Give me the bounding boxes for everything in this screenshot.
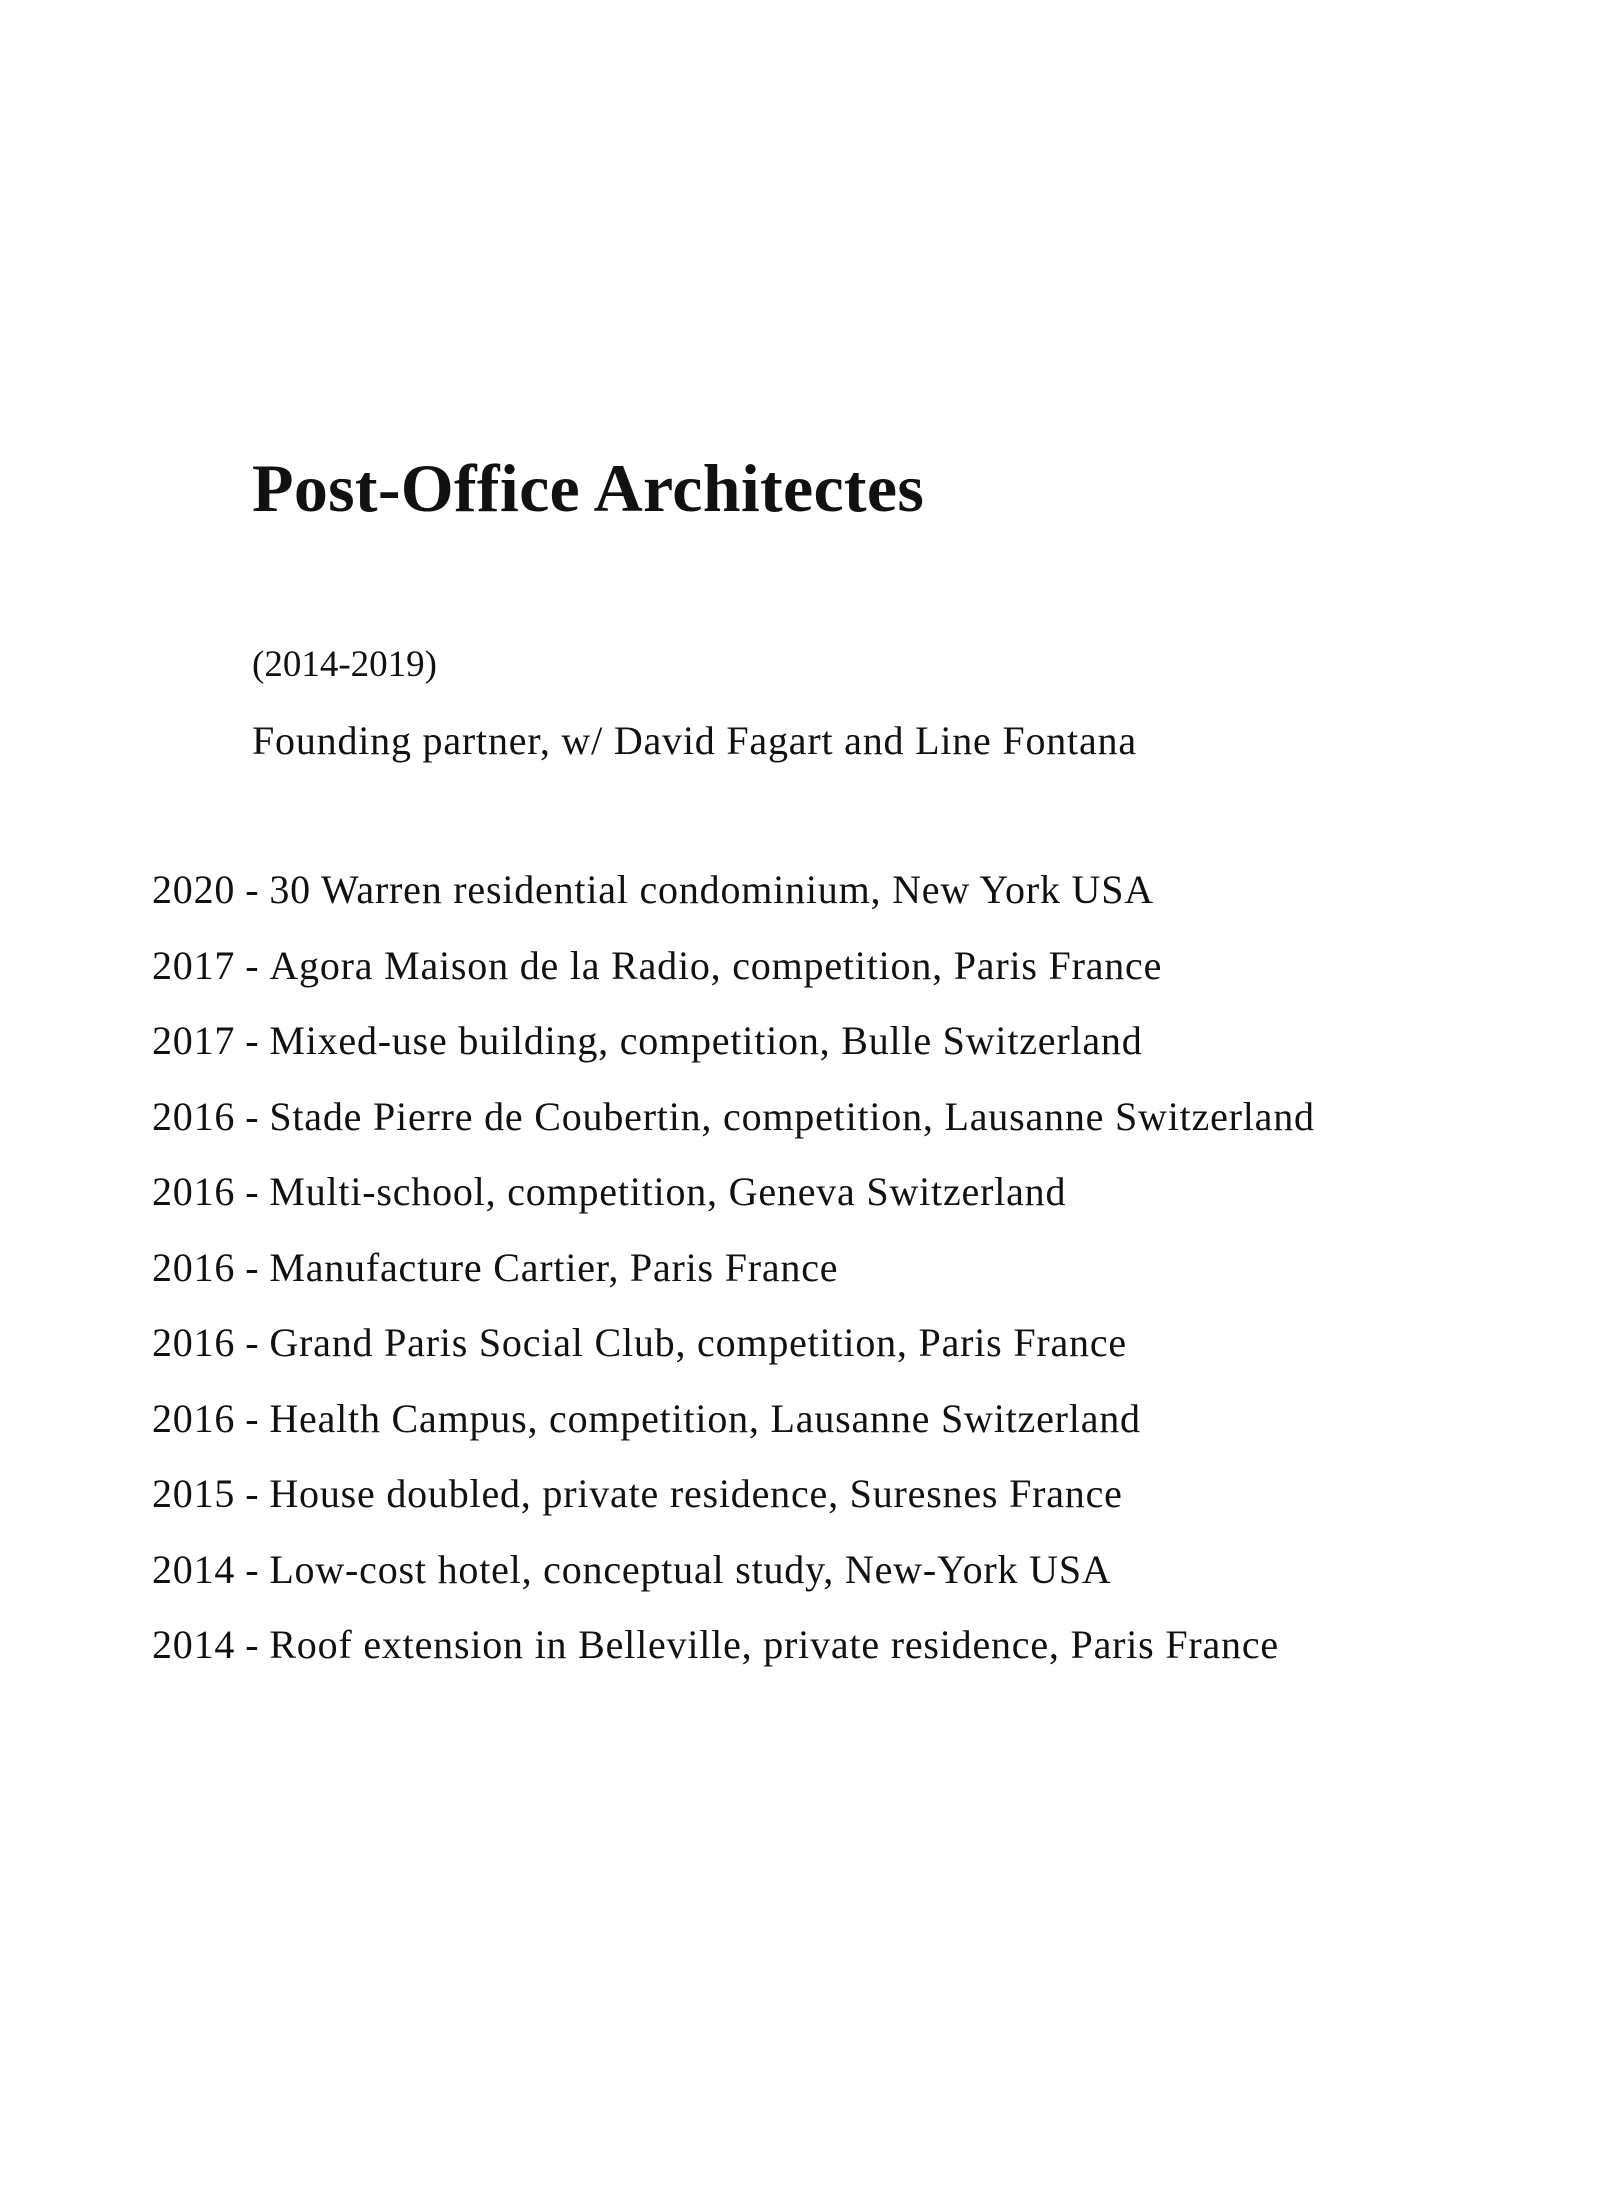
- separator: -: [245, 1622, 260, 1667]
- project-description: Multi-school, competition, Geneva Switzerland: [269, 1169, 1067, 1214]
- period-dates: (2014-2019): [252, 644, 437, 685]
- project-item: [152, 1621, 1315, 1697]
- project-year: 2014: [152, 1546, 236, 1592]
- page-title: Post-Office Architectes: [252, 450, 925, 526]
- separator: -: [245, 1244, 260, 1290]
- project-year: 2016: [152, 1244, 236, 1290]
- separator: -: [245, 1546, 260, 1592]
- project-item: [152, 1546, 1315, 1622]
- project-item: [152, 1244, 1315, 1320]
- project-item: [152, 1319, 1315, 1395]
- project-item: [152, 866, 1315, 942]
- project-description: Mixed-use building, competition, Bulle Switzerland: [269, 1018, 1143, 1063]
- role-description: Founding partner, w/ David Fagart and Line Fontana: [252, 718, 1137, 763]
- project-description: Roof extension in Belleville, private residence, Paris France: [269, 1622, 1279, 1667]
- project-list: [152, 866, 1315, 1697]
- separator: -: [245, 1320, 260, 1365]
- project-description: Health Campus, competition, Lausanne Switzerland: [269, 1395, 1141, 1441]
- separator: -: [245, 867, 260, 912]
- project-description: Agora Maison de la Radio, competition, Paris France: [269, 942, 1163, 988]
- project-item: [152, 1093, 1315, 1169]
- separator: -: [245, 1471, 260, 1516]
- separator: -: [245, 1169, 260, 1214]
- separator: -: [245, 942, 260, 988]
- project-item: [152, 942, 1315, 1018]
- project-description: Stade Pierre de Coubertin, competition, Lausanne Switzerland: [269, 1093, 1315, 1139]
- project-item: [152, 1168, 1315, 1244]
- separator: -: [245, 1395, 260, 1441]
- project-item: [152, 1017, 1315, 1093]
- project-description: 30 Warren residential condominium, New York USA: [269, 867, 1154, 912]
- project-year: 2016: [152, 1169, 236, 1214]
- project-year: 2014: [152, 1622, 236, 1667]
- project-year: 2015: [152, 1471, 236, 1516]
- project-year: 2016: [152, 1320, 236, 1365]
- project-item: [152, 1395, 1315, 1471]
- project-description: Manufacture Cartier, Paris France: [269, 1244, 839, 1290]
- project-year: 2016: [152, 1395, 236, 1441]
- project-description: Grand Paris Social Club, competition, Paris France: [269, 1320, 1127, 1365]
- project-item: [152, 1470, 1315, 1546]
- project-year: 2017: [152, 942, 236, 988]
- separator: -: [245, 1018, 260, 1063]
- project-year: 2020: [152, 867, 236, 912]
- project-year: 2016: [152, 1093, 236, 1139]
- project-year: 2017: [152, 1018, 236, 1063]
- project-description: Low-cost hotel, conceptual study, New-York USA: [269, 1546, 1112, 1592]
- separator: -: [245, 1093, 260, 1139]
- project-description: House doubled, private residence, Suresnes France: [269, 1471, 1123, 1516]
